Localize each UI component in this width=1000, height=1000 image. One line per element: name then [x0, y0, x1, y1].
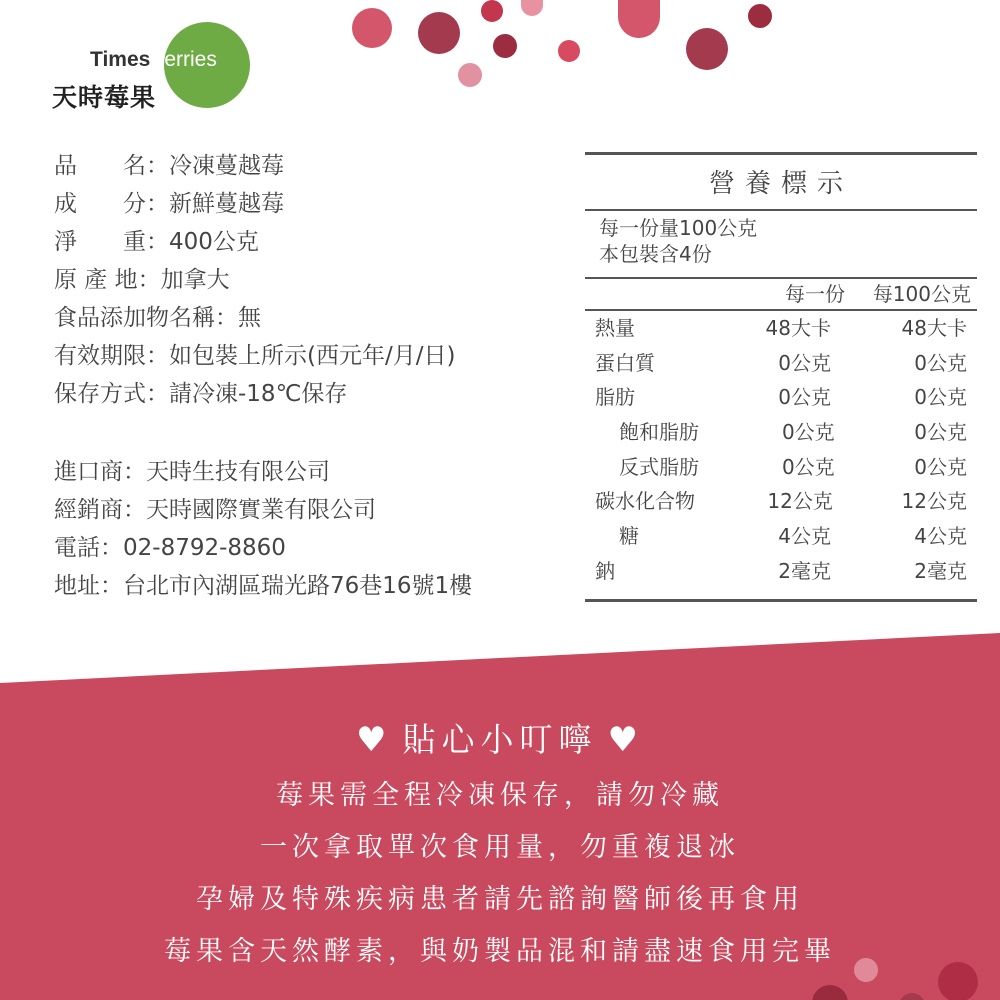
per-serving-value: 4公克 [778, 524, 831, 549]
info-label: 淨 重： [54, 229, 169, 255]
serving-size: 每一份量100公克 [599, 216, 758, 240]
per-100g-value: 4公克 [914, 524, 967, 549]
tip-line: 孕婦及特殊疾病患者請先諮詢醫師後再食用 [196, 884, 804, 915]
nutrient-name: 碳水化合物 [595, 489, 695, 514]
tips-title: 貼心小叮嚀 [402, 720, 598, 759]
per-serving-value: 48大卡 [765, 316, 831, 340]
nutrient-name: 熱量 [595, 316, 635, 340]
info-value: 冷凍蔓越莓 [169, 153, 284, 179]
per-100g-value: 48大卡 [901, 316, 967, 340]
info-value: 新鮮蔓越莓 [169, 191, 284, 217]
info-value: 無 [238, 305, 261, 331]
per-serving-value: 2毫克 [778, 558, 831, 583]
info-value: 請冷凍-18℃保存 [169, 381, 348, 407]
tip-line: 莓果含天然酵素，與奶製品混和請盡速食用完畢 [164, 936, 836, 967]
info-value: 加拿大 [160, 267, 230, 293]
info-value: 如包裝上所示(西元年/月/日) [169, 343, 456, 369]
per-serving-value: 0公克 [778, 385, 831, 410]
tips-title-row [0, 710, 1000, 770]
per-100g-value: 0公克 [914, 350, 967, 375]
nutrition-title: 營養標示 [585, 152, 977, 211]
info-label: 成 分： [54, 191, 169, 217]
per-serving-value: 0公克 [778, 350, 831, 375]
info-label: 保存方式： [54, 381, 169, 407]
nutrient-name: 反式脂肪 [619, 454, 699, 479]
nutrient-name: 糖 [619, 524, 639, 549]
logo-en-berries: Berries [150, 48, 217, 71]
tips-section [0, 710, 1000, 978]
nutrient-name: 脂肪 [595, 385, 635, 410]
info-label: 地址： [54, 573, 123, 599]
servings-per-package: 本包裝含4份 [599, 242, 712, 266]
per-100g-value: 0公克 [914, 454, 967, 479]
info-value: 台北市內湖區瑞光路76巷16號1樓 [123, 573, 473, 599]
col-per-100g: 每100公克 [872, 282, 971, 306]
tip-line: 莓果需全程冷凍保存，請勿冷藏 [276, 780, 724, 811]
info-value: 400公克 [169, 229, 259, 255]
per-serving-value: 0公克 [781, 454, 835, 479]
info-label: 經銷商： [54, 497, 146, 523]
info-label: 原 產 地： [54, 267, 161, 293]
nutrient-name: 蛋白質 [595, 350, 655, 375]
nutrient-name: 飽和脂肪 [619, 420, 699, 445]
per-100g-value: 0公克 [914, 420, 967, 445]
per-serving-value: 0公克 [781, 420, 835, 445]
info-value: 天時生技有限公司 [146, 459, 330, 485]
logo-chinese: 天時莓果 [52, 83, 157, 112]
per-100g-value: 12公克 [901, 489, 967, 514]
per-100g-value: 2毫克 [914, 558, 967, 583]
tip-line: 一次拿取單次食用量，勿重複退冰 [260, 832, 740, 863]
info-label: 品 名： [54, 153, 169, 179]
info-label: 有效期限： [54, 343, 169, 369]
per-100g-value: 0公克 [914, 385, 967, 410]
info-label: 食品添加物名稱： [54, 305, 238, 331]
heart-icon: ♥ [356, 720, 393, 760]
logo-en-times: Times [90, 48, 151, 71]
heart-icon: ♥ [607, 720, 644, 760]
info-value: 天時國際實業有限公司 [146, 497, 376, 523]
info-label: 進口商： [54, 459, 146, 485]
info-label: 電話： [54, 535, 123, 561]
col-per-serving: 每一份 [785, 282, 845, 306]
per-serving-value: 12公克 [767, 489, 833, 514]
info-value: 02-8792-8860 [123, 535, 286, 561]
nutrient-name: 鈉 [595, 558, 615, 583]
